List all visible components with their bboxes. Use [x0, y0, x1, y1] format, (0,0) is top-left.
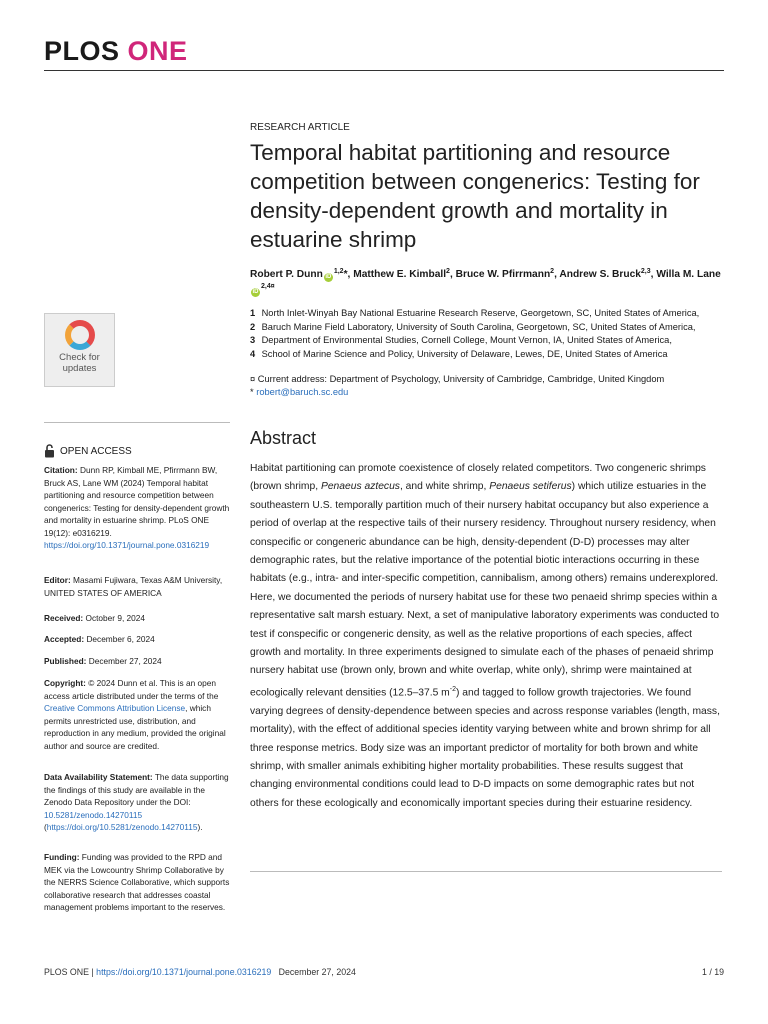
author-affil: 2 — [550, 268, 555, 275]
received-block: Received: October 9, 2024 — [44, 613, 146, 623]
author-name[interactable]: Bruce W. Pfirrmann — [455, 269, 551, 280]
accepted-block: Accepted: December 6, 2024 — [44, 634, 155, 644]
author-affil: 2,3 — [640, 268, 651, 275]
open-access-label: OPEN ACCESS — [60, 445, 132, 457]
check-for-updates-badge[interactable] — [44, 313, 115, 387]
received-date: October 9, 2024 — [85, 613, 146, 623]
corresponding-mark: * — [343, 269, 348, 280]
author-list: Robert P. Dunn iD$^{1,2}$*, Matthew E. Kimball$^2$, Bruce W. Pfirrmann$^2$, Andrew S. Bruck$^{2,3}$, Willa M. LaneiD$^{2,4¤}$ — [250, 268, 721, 295]
data-availability-block: Data Availability Statement: The data supporting the findings of this study are available in the Zenodo Data Repository under the DOI: 10.5281/zenodo.14270115 (https://doi.org/10.5281/zenodo.14270115). — [44, 772, 229, 832]
open-access — [44, 444, 132, 458]
orcid-icon[interactable]: iD — [325, 274, 332, 280]
badge-line2: updates — [62, 363, 97, 374]
published-date: December 27, 2024 — [88, 656, 162, 666]
citation-block — [44, 464, 234, 552]
author-affil: 2 — [446, 268, 450, 275]
open-lock-icon — [44, 444, 55, 458]
logo-one: ONE — [127, 36, 188, 66]
funding-label: Funding: — [44, 852, 80, 862]
badge-line1: Check for — [59, 352, 100, 363]
page-footer — [44, 967, 724, 977]
funding-text: Funding was provided to the RPD and MEK via the Lowcountry Shrimp Collaborative by the NERRS Science Collaborative, which supports collaborative research that addresses coastal management problems important to the reserves. — [44, 852, 230, 912]
editor-text: Masami Fujiwara, Texas A&M University, UNITED STATES OF AMERICA — [44, 575, 223, 598]
crossmark-icon — [65, 320, 95, 350]
citation-label: Citation: — [44, 465, 78, 475]
abstract-divider — [250, 871, 722, 872]
published-block: Published: December 27, 2024 — [44, 656, 162, 666]
affiliation-item: 2 Baruch Marine Field Laboratory, University of South Carolina, Georgetown, SC, United States of America, — [250, 321, 696, 332]
email-link[interactable]: robert@baruch.sc.edu — [256, 387, 349, 397]
editor-label: Editor: — [44, 575, 71, 585]
journal-logo[interactable] — [44, 36, 188, 67]
funding-block — [44, 851, 234, 914]
article-type: RESEARCH ARTICLE — [250, 122, 350, 133]
sidebar-divider — [44, 422, 230, 423]
author-name[interactable]: Willa M. Lane — [656, 269, 721, 280]
author-affil: 1,2 — [333, 268, 344, 275]
affiliation-item: 4 School of Marine Science and Policy, University of Delaware, Lewes, DE, United States of America — [250, 348, 668, 359]
email-mark: * — [250, 387, 254, 397]
logo-plos: PLOS — [44, 36, 120, 66]
citation-doi-link[interactable]: https://doi.org/10.1371/journal.pone.0316219 — [44, 540, 210, 550]
affiliation-item: 1 North Inlet-Winyah Bay National Estuarine Research Reserve, Georgetown, SC, United States of America, — [250, 308, 700, 318]
species-name: Penaeus setiferus — [489, 481, 572, 493]
editor-block — [44, 574, 234, 599]
affiliation-item: 3 Department of Environmental Studies, Cornell College, Mount Vernon, IA, United States of America, — [250, 335, 672, 346]
copyright-block: Copyright: © 2024 Dunn et al. This is an open access article distributed under the terms of the Creative Commons Attribution License, which permits unrestricted use, distribution, and reproduction in any medium, provided the original author and source are credited. — [44, 678, 226, 751]
copyright-label: Copyright: — [44, 678, 86, 688]
author-name[interactable]: Robert P. Dunn — [250, 269, 323, 280]
current-address-block — [250, 373, 730, 399]
footer-journal: PLOS ONE | — [44, 967, 94, 977]
citation-text: Dunn RP, Kimball ME, Pfirrmann BW, Bruck AS, Lane WM (2024) Temporal habitat partitioning and resource competition between congenerics: Testing for density-dependent growth and mortality in estuarine shrimp. PLoS ONE 19(12): e0316219. — [44, 465, 230, 538]
species-name: Penaeus aztecus — [320, 481, 400, 493]
zenodo-doi-link[interactable]: 10.5281/zenodo.14270115 — [44, 809, 143, 820]
orcid-icon[interactable]: iD — [252, 289, 259, 295]
abstract-body: Habitat partitioning can promote coexistence of closely related competitors. Two congeneric shrimps (brown shrimp, Penaeus aztecus, and white shrimp, Penaeus setiferus) which utilize estuaries in the southeastern U.S. temporally partition much of their nursery habitat occupancy but also experience a period of overlap at the respective tails of their nursery residency. Throughout nursery residency, when conspecific or congeneric abundance can be high, density-dependent (D-D) processes may alter demographic rates, but the relative importance of the potential biotic interactions occurring in these habitats (e.g., intra- and inter-specific competition, cannibalism, among others) remains underexplored. Here, we documented the periods of nursery habitat use for these two penaeid shrimp species within a representative salt marsh estuary. Next, a set of manipulative laboratory experiments was conducted to test if conspecific or congeneric density, as well as the relative proportions of each species, affect growth and mortality. In three experiments designed to simulate each of the phases of penaeid shrimp nursery habitat use (brown only, brown and white overlap, white only), shrimp were maintained at ecologically relevant densities (12.5–37.5 $m^{-2}$) and tagged to follow growth trajectories. We found varying degrees of density-dependence between species and across response variables (length, mass, mortality), with the effect of additional species identity varying between white and brown shrimp for all three response metrics. Body size was an important predictor of mortality for both brown and white shrimp, with smaller animals exhibiting higher mortality probabilities. These results suggest that changing environmental conditions could lead to D-D impacts on some demographic rates but not others for these ecologically and economically important species during their estuarine residency. — [250, 463, 720, 809]
author-affil: 2,4¤ — [261, 283, 275, 290]
current-address: ¤ Current address: Department of Psychology, University of Cambridge, Cambridge, United Kingdom — [250, 374, 665, 384]
accepted-date: December 6, 2024 — [86, 634, 155, 644]
article-title: Temporal habitat partitioning and resource competition between congenerics: Testing for density-dependent growth and mortality in estuarine shrimp — [250, 140, 700, 252]
data-availability-label: Data Availability Statement: — [44, 772, 153, 782]
license-link[interactable]: Creative Commons Attribution License — [44, 703, 186, 713]
affiliations — [250, 307, 730, 361]
author-name[interactable]: Matthew E. Kimball — [353, 269, 447, 280]
footer-doi-link[interactable]: https://doi.org/10.1371/journal.pone.0316219 — [96, 967, 272, 977]
abstract-heading: Abstract — [250, 428, 317, 448]
footer-date: December 27, 2024 — [278, 967, 356, 977]
author-name[interactable]: Andrew S. Bruck — [559, 269, 641, 280]
zenodo-url-link[interactable]: https://doi.org/10.5281/zenodo.14270115 — [46, 822, 198, 832]
header-divider — [44, 70, 724, 71]
page-number: 1 / 19 — [701, 967, 724, 977]
